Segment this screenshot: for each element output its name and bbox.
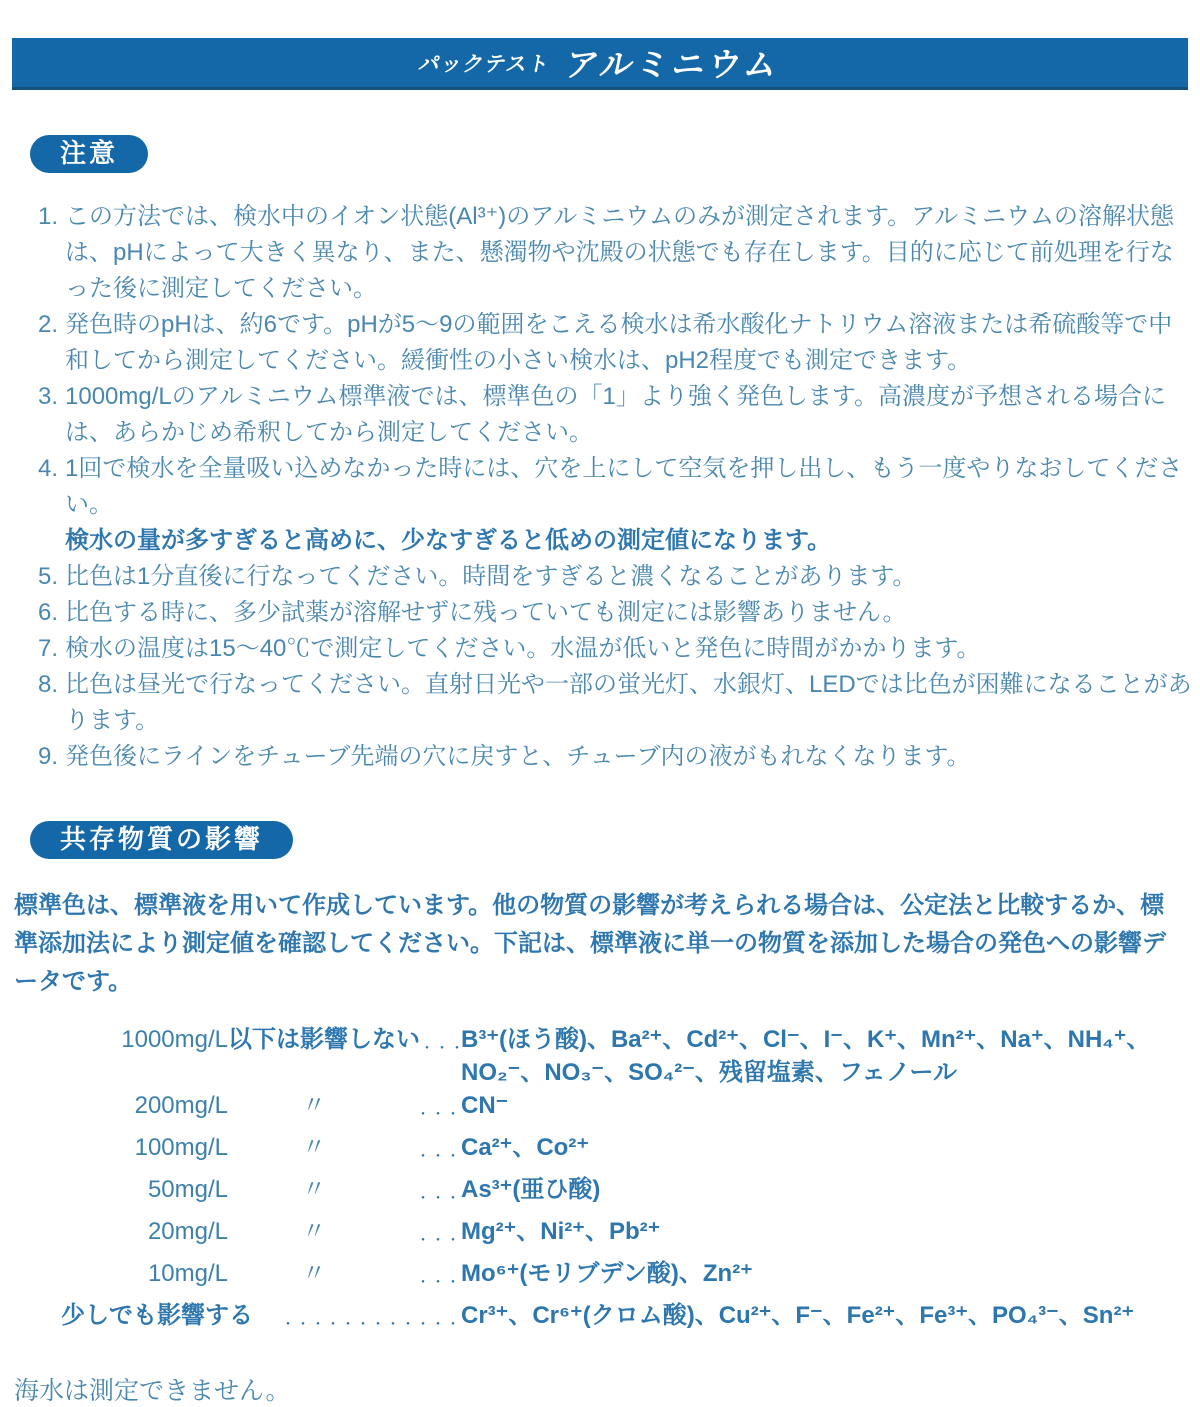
interference-table-row — [0, 1023, 1200, 1089]
interference-table-row — [0, 1089, 1200, 1131]
caution-item-number: 6. — [37, 599, 58, 626]
row-middle — [228, 1299, 461, 1341]
interference-badge-label: 共存物質の影響 — [60, 824, 264, 854]
caution-item-number: 8. — [37, 671, 58, 698]
caution-item-body: 1回で検水を全量吸い込めなかった時には、穴を上にして空気を押し出し、もう一度やりなおしてください。 — [65, 455, 1183, 518]
leader-dots: ・・・ — [416, 1274, 461, 1290]
seawater-note: 海水は測定できません。 — [14, 1377, 291, 1405]
row-middle — [228, 1215, 461, 1257]
substances-list: Mo⁶⁺(モリブデン酸)、Zn²⁺ — [461, 1260, 753, 1287]
leader-dots: ・・・ — [416, 1190, 461, 1206]
caution-item — [32, 739, 1192, 775]
leader-dots: ・・・ — [416, 1232, 461, 1248]
leader-dots: ・・・ — [416, 1106, 461, 1122]
row-middle — [228, 1173, 461, 1215]
substances-list: CN⁻ — [461, 1092, 509, 1119]
title-bar — [12, 38, 1188, 90]
effect-note: 〃 — [302, 1134, 326, 1161]
interference-table-row — [0, 1131, 1200, 1173]
substances-list: Mg²⁺、Ni²⁺、Pb²⁺ — [461, 1218, 661, 1245]
caution-item-number: 5. — [37, 563, 58, 590]
caution-item — [32, 307, 1192, 379]
caution-item-text — [65, 559, 1192, 595]
interference-table-row — [0, 1215, 1200, 1257]
leader-dots: ・・・ — [416, 1148, 461, 1164]
caution-badge-label: 注意 — [60, 138, 119, 168]
row-middle — [228, 1257, 461, 1299]
caution-item-text — [65, 667, 1192, 739]
document-page — [0, 38, 1200, 1407]
caution-item-body: この方法では、検水中のイオン状態(Al³⁺)のアルミニウムのみが測定されます。アルミニウムの溶解状態は、pHによって大きく異なり、また、懸濁物や沈殿の状態でも存在します。目的に応じて前処理を行なった後に測定してください。 — [65, 203, 1174, 302]
page-title: アルミニウム — [562, 46, 784, 83]
caution-item-number: 9. — [37, 743, 58, 770]
caution-item-body: 発色後にラインをチューブ先端の穴に戻すと、チューブ内の液がもれなくなります。 — [65, 743, 971, 770]
substances-list: As³⁺(亜ひ酸) — [461, 1176, 601, 1203]
caution-item — [32, 559, 1192, 595]
caution-item-body: 比色は1分直後に行なってください。時間をすぎると濃くなることがあります。 — [65, 563, 917, 590]
caution-item-body: 検水の温度は15〜40℃で測定してください。水温が低いと発色に時間がかかります。 — [65, 635, 981, 662]
caution-item-text — [65, 307, 1192, 379]
caution-item — [32, 451, 1192, 559]
caution-item — [32, 595, 1192, 631]
caution-item — [32, 379, 1192, 451]
caution-item — [32, 199, 1192, 307]
caution-item-number: 1. — [37, 203, 58, 230]
caution-item — [32, 667, 1192, 739]
row-middle — [228, 1023, 465, 1065]
interference-table-row — [0, 1299, 1200, 1341]
effect-note: 〃 — [302, 1176, 326, 1203]
caution-item — [32, 631, 1192, 667]
caution-item-text — [65, 739, 1192, 775]
substances-list: Ca²⁺、Co²⁺ — [461, 1134, 589, 1161]
caution-item-text — [65, 595, 1192, 631]
leader-dots: ・・・・・・・・・・・・ — [281, 1316, 461, 1332]
interference-table-row — [0, 1173, 1200, 1215]
concentration-label: 少しでも影響する — [61, 1302, 253, 1329]
leader-dots: ・・・ — [420, 1040, 465, 1056]
caution-item-text — [65, 631, 1192, 667]
concentration-label: 100mg/L — [134, 1134, 228, 1161]
caution-item-text — [65, 379, 1192, 451]
caution-section-badge — [30, 135, 148, 173]
caution-item-number: 7. — [37, 635, 58, 662]
effect-note: 〃 — [302, 1092, 326, 1119]
caution-item-number: 2. — [37, 311, 58, 338]
caution-list — [32, 199, 1192, 775]
effect-note: 〃 — [302, 1260, 326, 1287]
interference-section-badge — [30, 821, 293, 859]
concentration-label: 10mg/L — [147, 1260, 228, 1287]
row-middle — [228, 1089, 461, 1131]
caution-item-number: 4. — [37, 455, 58, 482]
caution-item-body: 発色時のpHは、約6です。pHが5〜9の範囲をこえる検水は希水酸化ナトリウム溶液または希硫酸等で中和してから測定してください。緩衝性の小さい検水は、pH2程度でも測定できます。 — [65, 311, 1173, 374]
concentration-label: 1000mg/L — [121, 1026, 228, 1053]
interference-table — [0, 1023, 1200, 1341]
effect-note: 〃 — [302, 1218, 326, 1245]
effect-note: 以下は影響しない — [228, 1026, 420, 1053]
caution-item-body: 比色する時に、多少試薬が溶解せずに残っていても測定には影響ありません。 — [65, 599, 907, 626]
concentration-label: 50mg/L — [147, 1176, 228, 1203]
substances-list: Cr³⁺、Cr⁶⁺(クロム酸)、Cu²⁺、F⁻、Fe²⁺、Fe³⁺、PO₄³⁻、Sn²⁺ — [461, 1302, 1135, 1329]
interference-table-row — [0, 1257, 1200, 1299]
caution-item-emphasis: 検水の量が多すぎると高めに、少なすぎると低めの測定値になります。 — [65, 527, 832, 554]
caution-item-body: 比色は昼光で行なってください。直射日光や一部の蛍光灯、水銀灯、LEDでは比色が困難になることがあります。 — [65, 671, 1192, 734]
product-series-label: パックテスト — [416, 52, 553, 76]
row-middle — [228, 1131, 461, 1173]
interference-intro: 標準色は、標準液を用いて作成しています。他の物質の影響が考えられる場合は、公定法と比較するか、標準添加法により測定値を確認してください。下記は、標準液に単一の物質を添加した場合の発色への影響データです。 — [14, 892, 1166, 995]
caution-item-number: 3. — [37, 383, 58, 410]
caution-item-text — [65, 451, 1192, 559]
concentration-label: 20mg/L — [147, 1218, 228, 1245]
caution-item-body: 1000mg/Lのアルミニウム標準液では、標準色の「1」より強く発色します。高濃度が予想される場合には、あらかじめ希釈してから測定してください。 — [65, 383, 1166, 446]
concentration-label: 200mg/L — [134, 1092, 228, 1119]
caution-item-text — [65, 199, 1192, 307]
substances-list: B³⁺(ほう酸)、Ba²⁺、Cd²⁺、Cl⁻、I⁻、K⁺、Mn²⁺、Na⁺、NH₄⁺、NO₂⁻、NO₃⁻、SO₄²⁻、残留塩素、フェノール — [461, 1026, 1151, 1086]
